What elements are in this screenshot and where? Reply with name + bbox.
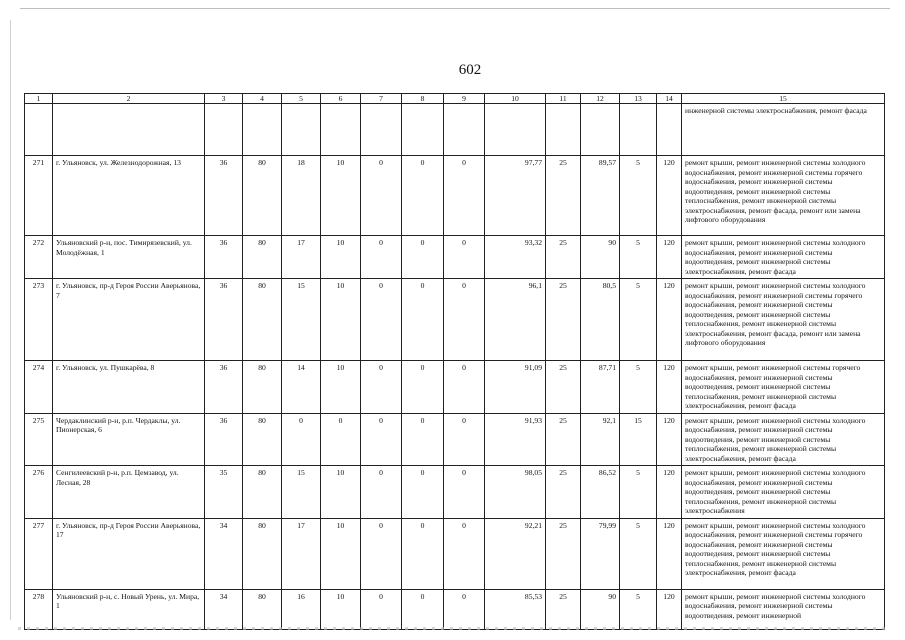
work-description-cell: ремонт крыши, ремонт инженерной системы холодного водоснабжения, ремонт инженерной системы водоотведения, ремонт инженерной системы электроснабжения, ремонт фасада [682, 236, 885, 279]
register-table-body [25, 94, 885, 630]
value-cell-col-4: 80 [243, 466, 282, 518]
value-cell-col-12: 89,57 [581, 156, 620, 236]
value-cell-col-9: 0 [444, 236, 485, 279]
value-cell-col-13: 5 [620, 466, 657, 518]
value-cell-col-6: 10 [321, 589, 361, 629]
value-cell-col-9: 0 [444, 413, 485, 465]
continued-cell-col-9 [444, 104, 485, 156]
value-cell-col-3: 36 [205, 156, 243, 236]
value-cell-col-10: 85,53 [485, 589, 546, 629]
value-cell-col-10: 91,93 [485, 413, 546, 465]
value-cell-col-6: 10 [321, 156, 361, 236]
value-cell-col-12: 90 [581, 589, 620, 629]
address-cell: Ульяновский р-н, пос. Тимирязевский, ул. Молодёжная, 1 [53, 236, 205, 279]
value-cell-col-9: 0 [444, 518, 485, 589]
continued-cell-col-1 [25, 104, 53, 156]
work-description-cell: ремонт крыши, ремонт инженерной системы холодного водоснабжения, ремонт инженерной системы водоотведения, ремонт инженерной системы теплоснабжения, ремонт инженерной системы электроснабжения, ремонт фасада [682, 413, 885, 465]
continued-cell-col-4 [243, 104, 282, 156]
value-cell-col-8: 0 [402, 156, 444, 236]
value-cell-col-14: 120 [657, 518, 682, 589]
value-cell-col-3: 36 [205, 361, 243, 413]
value-cell-col-4: 80 [243, 361, 282, 413]
value-cell-col-11: 25 [546, 279, 581, 361]
column-number-4: 4 [243, 94, 282, 104]
value-cell-col-14: 120 [657, 236, 682, 279]
value-cell-col-11: 25 [546, 589, 581, 629]
scan-bottom-edge [18, 627, 888, 630]
column-number-15: 15 [682, 94, 885, 104]
value-cell-col-4: 80 [243, 236, 282, 279]
table-row [25, 361, 885, 413]
value-cell-col-7: 0 [361, 413, 402, 465]
value-cell-col-4: 80 [243, 413, 282, 465]
value-cell-col-7: 0 [361, 518, 402, 589]
value-cell-col-11: 25 [546, 156, 581, 236]
value-cell-col-13: 5 [620, 518, 657, 589]
value-cell-col-7: 0 [361, 156, 402, 236]
value-cell-col-10: 93,32 [485, 236, 546, 279]
value-cell-col-6: 10 [321, 236, 361, 279]
column-number-6: 6 [321, 94, 361, 104]
value-cell-col-9: 0 [444, 361, 485, 413]
value-cell-col-3: 36 [205, 413, 243, 465]
continued-cell-col-13 [620, 104, 657, 156]
value-cell-col-4: 80 [243, 156, 282, 236]
continued-row [25, 104, 885, 156]
column-number-10: 10 [485, 94, 546, 104]
value-cell-col-3: 34 [205, 518, 243, 589]
value-cell-col-8: 0 [402, 518, 444, 589]
column-number-12: 12 [581, 94, 620, 104]
value-cell-col-9: 0 [444, 279, 485, 361]
value-cell-col-12: 86,52 [581, 466, 620, 518]
column-number-2: 2 [53, 94, 205, 104]
work-description-cell: ремонт крыши, ремонт инженерной системы холодного водоснабжения, ремонт инженерной системы горячего водоснабжения, ремонт инженерной системы водоотведения, ремонт инженерной системы теплоснабжения, ремонт инженерной системы электроснабжения, ремонт фасада, ремонт или замена лифтового оборудования [682, 279, 885, 361]
scan-left-edge [10, 20, 11, 620]
value-cell-col-13: 5 [620, 236, 657, 279]
value-cell-col-11: 25 [546, 413, 581, 465]
value-cell-col-13: 5 [620, 156, 657, 236]
value-cell-col-14: 120 [657, 156, 682, 236]
value-cell-col-4: 80 [243, 518, 282, 589]
value-cell-col-10: 97,77 [485, 156, 546, 236]
value-cell-col-7: 0 [361, 361, 402, 413]
work-description-cell: ремонт крыши, ремонт инженерной системы холодного водоснабжения, ремонт инженерной системы водоотведения, ремонт инженерной системы теплоснабжения, ремонт инженерной системы электроснабжения [682, 466, 885, 518]
value-cell-col-12: 90 [581, 236, 620, 279]
register-table [24, 93, 885, 630]
continued-cell-col-2 [53, 104, 205, 156]
value-cell-col-11: 25 [546, 236, 581, 279]
value-cell-col-5: 0 [282, 413, 321, 465]
value-cell-col-3: 34 [205, 589, 243, 629]
column-number-7: 7 [361, 94, 402, 104]
value-cell-col-12: 92,1 [581, 413, 620, 465]
column-number-8: 8 [402, 94, 444, 104]
continued-cell-col-6 [321, 104, 361, 156]
continued-cell-col-8 [402, 104, 444, 156]
row-number-cell: 273 [25, 279, 53, 361]
table-row [25, 589, 885, 629]
page-number: 602 [458, 62, 482, 78]
value-cell-col-5: 16 [282, 589, 321, 629]
continued-cell-col-14 [657, 104, 682, 156]
value-cell-col-5: 15 [282, 466, 321, 518]
scan-top-edge [20, 8, 890, 9]
value-cell-col-8: 0 [402, 413, 444, 465]
value-cell-col-13: 15 [620, 413, 657, 465]
row-number-cell: 275 [25, 413, 53, 465]
table-row [25, 518, 885, 589]
value-cell-col-12: 80,5 [581, 279, 620, 361]
value-cell-col-5: 14 [282, 361, 321, 413]
work-description-cell: ремонт крыши, ремонт инженерной системы холодного водоснабжения, ремонт инженерной системы горячего водоснабжения, ремонт инженерной системы водоотведения, ремонт инженерной системы теплоснабжения, ремонт инженерной системы электроснабжения, ремонт фасада, ремонт или замена лифтового оборудования [682, 156, 885, 236]
column-number-1: 1 [25, 94, 53, 104]
value-cell-col-8: 0 [402, 361, 444, 413]
value-cell-col-10: 96,1 [485, 279, 546, 361]
value-cell-col-4: 80 [243, 279, 282, 361]
column-number-11: 11 [546, 94, 581, 104]
value-cell-col-13: 5 [620, 279, 657, 361]
address-cell: Сенгилеевский р-н, р.п. Цемзавод, ул. Лесная, 28 [53, 466, 205, 518]
table-row [25, 413, 885, 465]
value-cell-col-3: 35 [205, 466, 243, 518]
value-cell-col-11: 25 [546, 361, 581, 413]
value-cell-col-9: 0 [444, 589, 485, 629]
value-cell-col-6: 10 [321, 361, 361, 413]
column-number-9: 9 [444, 94, 485, 104]
value-cell-col-13: 5 [620, 361, 657, 413]
value-cell-col-14: 120 [657, 361, 682, 413]
column-number-row [25, 94, 885, 104]
value-cell-col-13: 5 [620, 589, 657, 629]
value-cell-col-7: 0 [361, 589, 402, 629]
value-cell-col-9: 0 [444, 466, 485, 518]
value-cell-col-6: 10 [321, 518, 361, 589]
column-number-3: 3 [205, 94, 243, 104]
value-cell-col-10: 91,09 [485, 361, 546, 413]
table-row [25, 156, 885, 236]
value-cell-col-12: 87,71 [581, 361, 620, 413]
continued-cell-col-11 [546, 104, 581, 156]
row-number-cell: 274 [25, 361, 53, 413]
value-cell-col-14: 120 [657, 466, 682, 518]
row-number-cell: 271 [25, 156, 53, 236]
value-cell-col-6: 0 [321, 413, 361, 465]
value-cell-col-7: 0 [361, 279, 402, 361]
value-cell-col-14: 120 [657, 589, 682, 629]
row-number-cell: 276 [25, 466, 53, 518]
value-cell-col-6: 10 [321, 279, 361, 361]
table-row [25, 466, 885, 518]
value-cell-col-4: 80 [243, 589, 282, 629]
continued-cell-col-5 [282, 104, 321, 156]
table-row [25, 279, 885, 361]
value-cell-col-7: 0 [361, 466, 402, 518]
value-cell-col-9: 0 [444, 156, 485, 236]
value-cell-col-11: 25 [546, 518, 581, 589]
address-cell: г. Ульяновск, пр-д Героя России Аверьянова, 17 [53, 518, 205, 589]
continued-cell-col-7 [361, 104, 402, 156]
value-cell-col-5: 17 [282, 518, 321, 589]
continued-cell-col-3 [205, 104, 243, 156]
continued-cell-col-15: инженерной системы электроснабжения, ремонт фасада [682, 104, 885, 156]
address-cell: Ульяновский р-н, с. Новый Урень, ул. Мира, 1 [53, 589, 205, 629]
column-number-13: 13 [620, 94, 657, 104]
value-cell-col-6: 10 [321, 466, 361, 518]
work-description-cell: ремонт крыши, ремонт инженерной системы холодного водоснабжения, ремонт инженерной системы водоотведения, ремонт инженерной [682, 589, 885, 629]
continued-cell-col-10 [485, 104, 546, 156]
work-description-cell: ремонт крыши, ремонт инженерной системы холодного водоснабжения, ремонт инженерной системы горячего водоснабжения, ремонт инженерной системы водоотведения, ремонт инженерной системы теплоснабжения, ремонт инженерной системы электроснабжения, ремонт фасада [682, 518, 885, 589]
value-cell-col-11: 25 [546, 466, 581, 518]
table-row [25, 236, 885, 279]
value-cell-col-3: 36 [205, 279, 243, 361]
value-cell-col-5: 17 [282, 236, 321, 279]
column-number-5: 5 [282, 94, 321, 104]
address-cell: г. Ульяновск, ул. Пушкарёва, 8 [53, 361, 205, 413]
work-description-cell: ремонт крыши, ремонт инженерной системы горячего водоснабжения, ремонт инженерной системы водоотведения, ремонт инженерной системы теплоснабжения, ремонт инженерной системы электроснабжения, ремонт фасада [682, 361, 885, 413]
value-cell-col-14: 120 [657, 413, 682, 465]
value-cell-col-10: 98,05 [485, 466, 546, 518]
address-cell: Чердаклинский р-н, р.п. Чердаклы, ул. Пионерская, 6 [53, 413, 205, 465]
row-number-cell: 272 [25, 236, 53, 279]
address-cell: г. Ульяновск, ул. Железнодорожная, 13 [53, 156, 205, 236]
address-cell: г. Ульяновск, пр-д Героя России Аверьянова, 7 [53, 279, 205, 361]
value-cell-col-3: 36 [205, 236, 243, 279]
continued-cell-col-12 [581, 104, 620, 156]
row-number-cell: 277 [25, 518, 53, 589]
value-cell-col-14: 120 [657, 279, 682, 361]
value-cell-col-5: 15 [282, 279, 321, 361]
value-cell-col-10: 92,21 [485, 518, 546, 589]
value-cell-col-8: 0 [402, 589, 444, 629]
value-cell-col-7: 0 [361, 236, 402, 279]
column-number-14: 14 [657, 94, 682, 104]
row-number-cell: 278 [25, 589, 53, 629]
value-cell-col-12: 79,99 [581, 518, 620, 589]
value-cell-col-8: 0 [402, 279, 444, 361]
value-cell-col-8: 0 [402, 236, 444, 279]
value-cell-col-8: 0 [402, 466, 444, 518]
value-cell-col-5: 18 [282, 156, 321, 236]
